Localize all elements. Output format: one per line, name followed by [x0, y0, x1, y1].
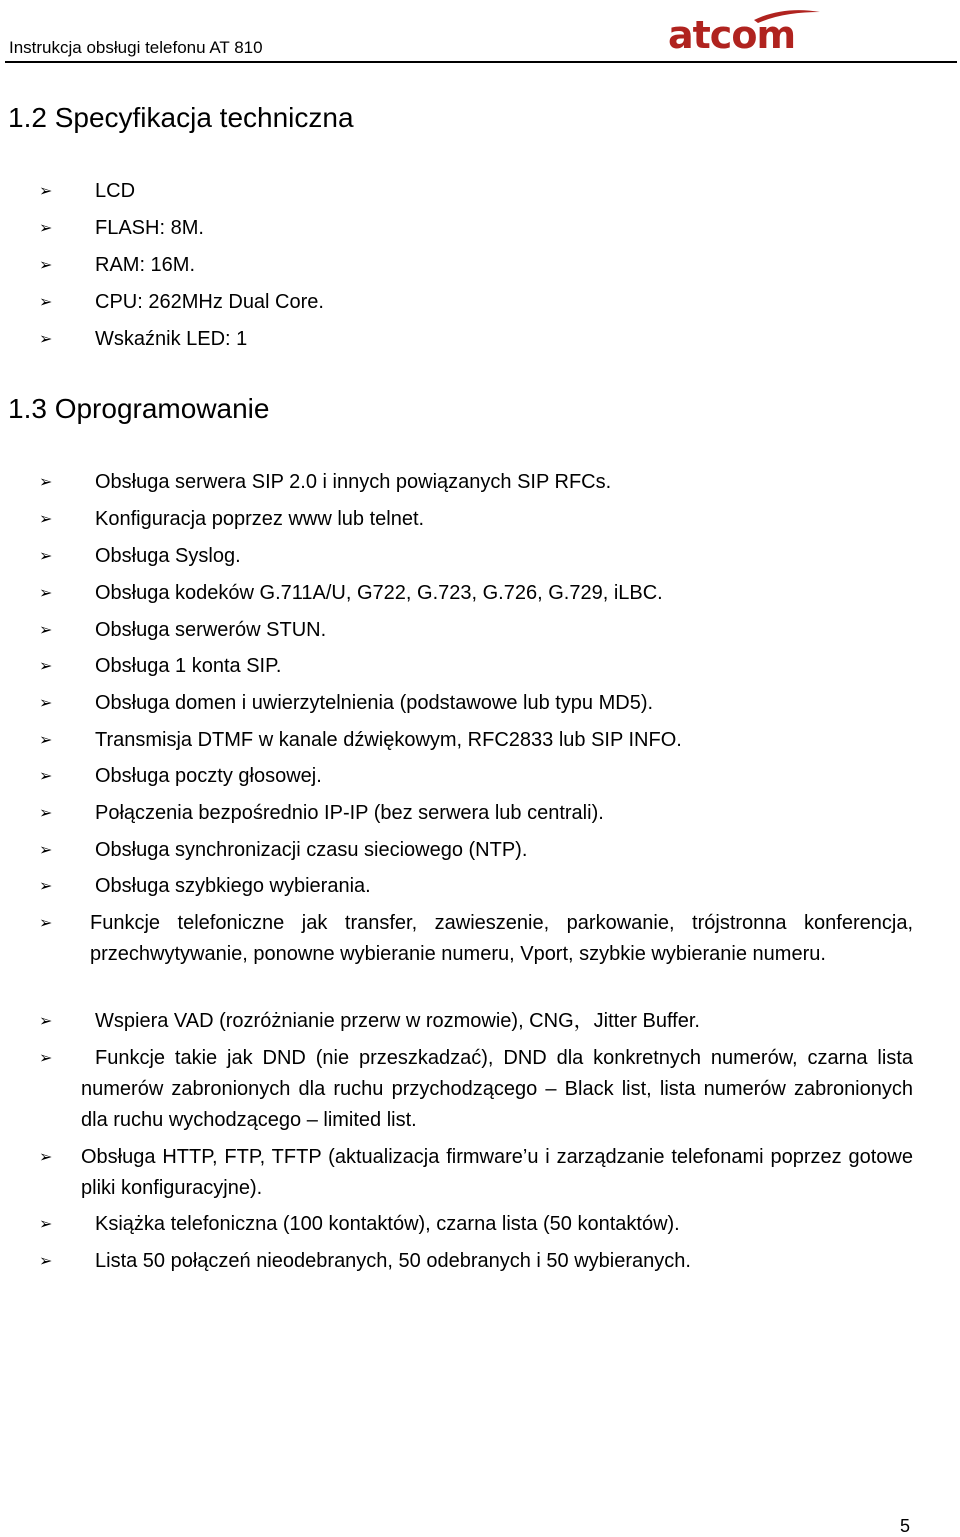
arrow-bullet-icon: ➢: [39, 1251, 53, 1270]
arrow-bullet-icon: ➢: [39, 292, 53, 311]
arrow-bullet-icon: ➢: [39, 730, 53, 749]
arrow-bullet-icon: ➢: [39, 766, 53, 785]
arrow-bullet-icon: ➢: [39, 840, 53, 859]
page-number: 5: [900, 1516, 911, 1536]
header-divider: [5, 61, 957, 63]
arrow-bullet-icon: ➢: [39, 693, 53, 712]
logo-text: atcom: [668, 13, 796, 56]
arrow-bullet-icon: ➢: [39, 472, 53, 491]
arrow-bullet-icon: ➢: [39, 255, 53, 274]
arrow-bullet-icon: ➢: [39, 509, 53, 528]
arrow-bullet-icon: ➢: [39, 1214, 53, 1233]
arrow-bullet-icon: ➢: [39, 181, 53, 200]
section-title-specyfikacja: 1.2 Specyfikacja techniczna: [8, 102, 354, 133]
arrow-bullet-icon: ➢: [39, 583, 53, 602]
arrow-bullet-icon: ➢: [39, 913, 53, 932]
arrow-bullet-icon: ➢: [39, 656, 53, 675]
arrow-bullet-icon: ➢: [39, 546, 53, 565]
arrow-bullet-icon: ➢: [39, 620, 53, 639]
section-title-oprogramowanie: 1.3 Oprogramowanie: [8, 393, 270, 424]
arrow-bullet-icon: ➢: [39, 876, 53, 895]
arrow-bullet-icon: ➢: [39, 1011, 53, 1030]
arrow-bullet-icon: ➢: [39, 1147, 53, 1166]
arrow-bullet-icon: ➢: [39, 1048, 53, 1067]
arrow-bullet-icon: ➢: [39, 329, 53, 348]
arrow-bullet-icon: ➢: [39, 218, 53, 237]
atcom-logo: [666, 4, 822, 56]
arrow-bullet-icon: ➢: [39, 803, 53, 822]
header-title: Instrukcja obsługi telefonu AT 810: [9, 38, 263, 57]
